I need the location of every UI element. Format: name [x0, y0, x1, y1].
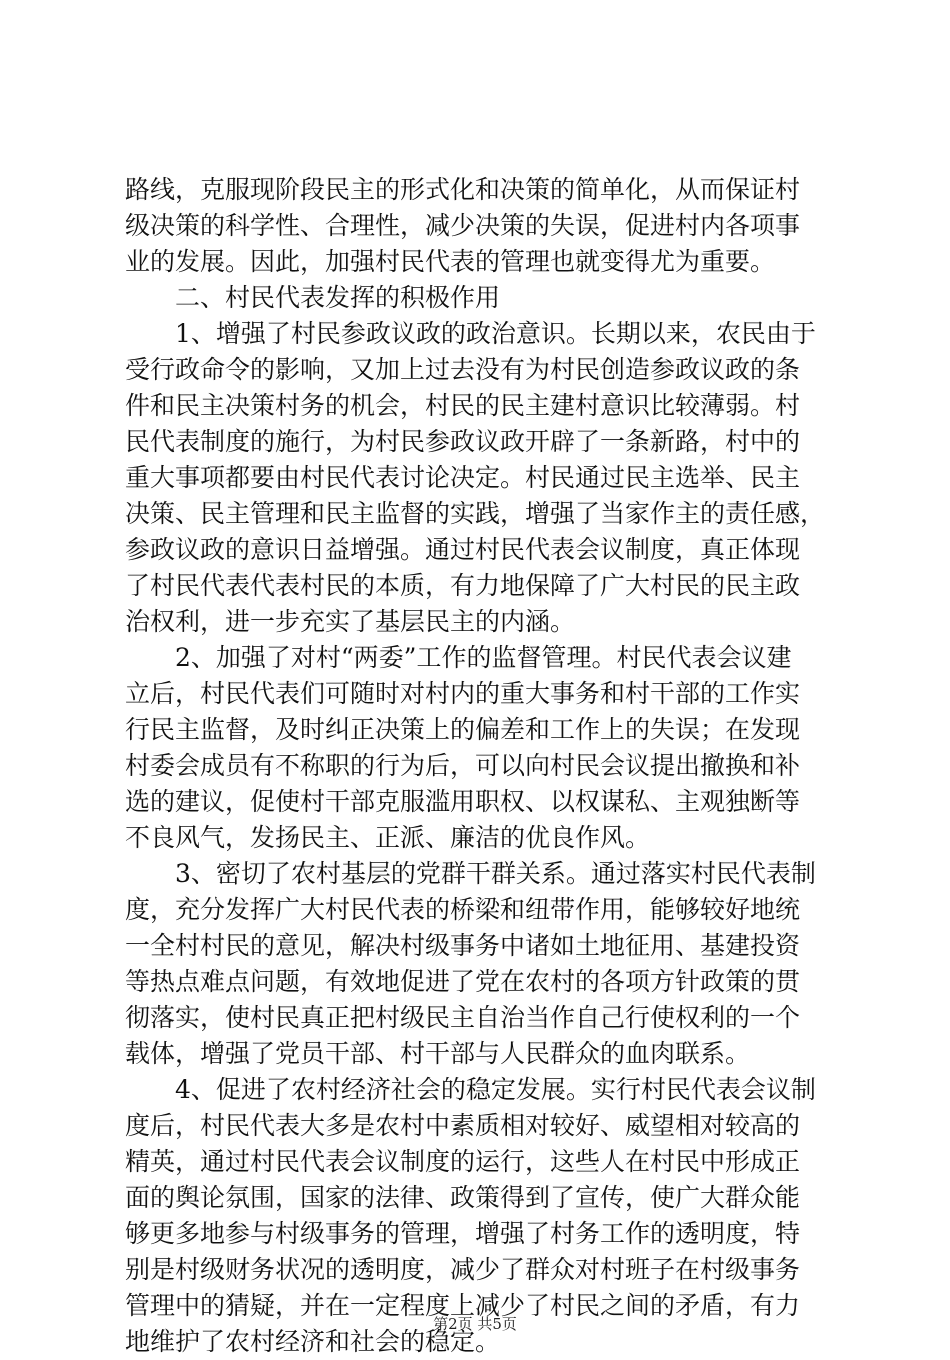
text-line: 决策、民主管理和民主监督的实践，增强了当家作主的责任感， [125, 499, 826, 528]
text-line: 度后，村民代表大多是农村中素质相对较好、威望相对较高的 [125, 1111, 801, 1140]
text-line: 管理中的猜疑，并在一定程度上减少了村民之间的矛盾，有力 [125, 1291, 801, 1320]
text-line: 彻落实，使村民真正把村级民主自治当作自己行使权利的一个 [125, 1003, 801, 1032]
text-line: 一全村村民的意见，解决村级事务中诸如土地征用、基建投资 [125, 931, 801, 960]
text-line: 立后，村民代表们可随时对村内的重大事务和村干部的工作实 [125, 679, 801, 708]
text-line: 4、促进了农村经济社会的稳定发展。实行村民代表会议制 [125, 1075, 816, 1104]
section-heading: 二、村民代表发挥的积极作用 [125, 283, 501, 312]
text-line: 2、加强了对村“两委”工作的监督管理。村民代表会议建 [125, 643, 792, 672]
text-line: 件和民主决策村务的机会，村民的民主建村意识比较薄弱。村 [125, 391, 801, 420]
text-line: 行民主监督，及时纠正决策上的偏差和工作上的失误；在发现 [125, 715, 801, 744]
text-line: 面的舆论氛围，国家的法律、政策得到了宣传，使广大群众能 [125, 1183, 801, 1212]
text-line: 业的发展。因此，加强村民代表的管理也就变得尤为重要。 [125, 247, 776, 276]
text-line: 等热点难点问题，有效地促进了党在农村的各项方针政策的贯 [125, 967, 801, 996]
text-line: 村委会成员有不称职的行为后，可以向村民会议提出撤换和补 [125, 751, 801, 780]
text-line: 治权利，进一步充实了基层民主的内涵。 [125, 607, 576, 636]
text-line: 不良风气，发扬民主、正派、廉洁的优良作风。 [125, 823, 651, 852]
text-line: 1、增强了村民参政议政的政治意识。长期以来，农民由于 [125, 319, 816, 348]
text-line: 3、密切了农村基层的党群干群关系。通过落实村民代表制 [125, 859, 816, 888]
text-line: 受行政命令的影响，又加上过去没有为村民创造参政议政的条 [125, 355, 801, 384]
text-line: 民代表制度的施行，为村民参政议政开辟了一条新路，村中的 [125, 427, 801, 456]
page-number-footer: 第2页 共5页 [433, 1315, 517, 1333]
text-line: 度，充分发挥广大村民代表的桥梁和纽带作用，能够较好地统 [125, 895, 801, 924]
text-line: 载体，增强了党员干部、村干部与人民群众的血肉联系。 [125, 1039, 751, 1068]
text-line: 路线，克服现阶段民主的形式化和决策的简单化，从而保证村 [125, 175, 801, 204]
text-line: 够更多地参与村级事务的管理，增强了村务工作的透明度，特 [125, 1219, 801, 1248]
text-line: 级决策的科学性、合理性，减少决策的失误，促进村内各项事 [125, 211, 801, 240]
text-line: 参政议政的意识日益增强。通过村民代表会议制度，真正体现 [125, 535, 801, 564]
text-line: 别是村级财务状况的透明度，减少了群众对村班子在村级事务 [125, 1255, 801, 1284]
text-line: 选的建议，促使村干部克服滥用职权、以权谋私、主观独断等 [125, 787, 801, 816]
text-line: 精英，通过村民代表会议制度的运行，这些人在村民中形成正 [125, 1147, 801, 1176]
text-line: 重大事项都要由村民代表讨论决定。村民通过民主选举、民主 [125, 463, 801, 492]
text-line: 了村民代表代表村民的本质，有力地保障了广大村民的民主政 [125, 571, 801, 600]
text-line: 地维护了农村经济和社会的稳定。 [125, 1327, 501, 1356]
